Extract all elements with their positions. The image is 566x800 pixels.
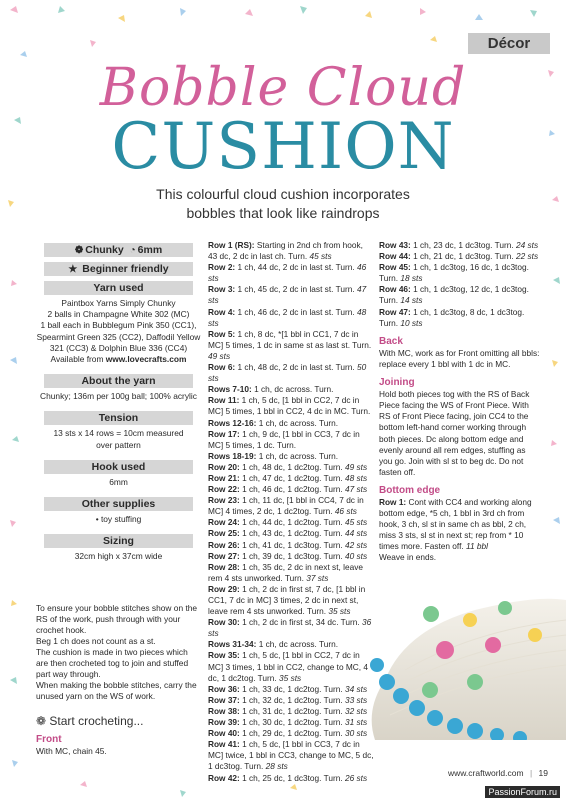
- row-count: 32 sts: [344, 705, 368, 716]
- pattern-row: [208, 451, 374, 462]
- row-count: 35 sts: [328, 606, 351, 617]
- pattern-row: [208, 484, 374, 495]
- pattern-row: [379, 307, 541, 329]
- row-label: Row 6:: [208, 362, 236, 373]
- pattern-row: [379, 240, 541, 251]
- row-label: Row 23:: [208, 495, 240, 506]
- row-text: 1 ch, 5 dc, [1 bbl in CC3, 7 dc in MC] twice, 1 bbl in CC3, change to MC, 5 dc, 1 dc3tog. Turn.: [208, 739, 374, 772]
- pattern-row: [208, 517, 374, 528]
- hook-used-text: 6mm: [109, 476, 128, 487]
- row-text: 1 ch, 5 dc, [1 bbl in CC2, 7 dc in MC] 5 times, 1 bbl in CC2, 4 dc in MC. Turn.: [208, 395, 371, 417]
- back-heading: Back: [379, 335, 403, 347]
- row-count: 48 sts: [344, 472, 368, 483]
- row-label: Row 1 (RS):: [208, 240, 255, 250]
- row-count: 42 sts: [344, 539, 368, 550]
- start-crocheting-heading: [36, 714, 143, 728]
- row-count: 45 sts: [309, 251, 332, 262]
- pattern-row: [208, 384, 374, 395]
- row-count: 18 sts: [400, 273, 423, 284]
- yarn-line: Paintbox Yarns Simply Chunky: [61, 298, 176, 308]
- footer-site[interactable]: www.craftworld.com: [447, 768, 524, 778]
- row-text: 1 ch, 2 dc in first st, 7 dc, [1 bbl in CC1, 7 dc in MC] 3 times, 2 dc in next st, leave rem 4 sts unworked. Turn.: [208, 583, 366, 617]
- row-label: Row 44:: [379, 251, 411, 262]
- other-supplies-text: • toy stuffing: [95, 514, 142, 525]
- pattern-row: [208, 695, 374, 706]
- pattern-row: [208, 540, 374, 551]
- yarn-line: 1 ball each in Bubblegum Pink 350 (CC1),: [40, 320, 197, 331]
- cushion-photo: [365, 590, 566, 740]
- pattern-row: [208, 717, 374, 728]
- row-count: 10 sts: [400, 317, 423, 328]
- watermark: PassionForum.ru: [485, 786, 560, 798]
- joining-text: Hold both pieces tog with the RS of Back Piece facing the WS of Front Piece. With RS of Front Piece facing, join CC4 to the bottom left-hand corner working through both pieces. Dc along bottom edge and evenly around all rem edges, stuffing as you go. Join with sl st to beg dc. Do not fasten off.: [379, 389, 530, 477]
- row-label: Row 40:: [208, 728, 240, 739]
- pattern-row: [208, 395, 374, 417]
- yarn-line: Spearmint Green 325 (CC2), Daffodil Yellow: [36, 331, 201, 342]
- row-text: 1 ch, 1 dc3tog, 16 dc, 1 dc3tog. Turn.: [379, 262, 529, 284]
- pattern-row: [208, 584, 374, 617]
- level-header: [44, 262, 193, 276]
- row-label: Row 30:: [208, 617, 240, 628]
- star-icon: ★: [68, 264, 78, 275]
- row-label: Row 22:: [208, 484, 240, 495]
- row-count: 40 sts: [344, 550, 368, 561]
- pattern-row: [208, 284, 374, 306]
- row-text: 1 ch, dc across. Turn.: [256, 417, 339, 428]
- yarn-ball-icon: ❁: [36, 714, 47, 728]
- row-count: 24 sts: [515, 240, 539, 250]
- title-script: Bobble Cloud: [99, 58, 467, 118]
- pattern-row: [208, 650, 374, 683]
- row-count: 47 sts: [344, 484, 368, 495]
- row-count: 11 bbl: [466, 541, 488, 552]
- pattern-row: [208, 329, 374, 362]
- skill-level: Beginner friendly: [82, 263, 169, 275]
- hook-icon: ◔: [129, 245, 136, 256]
- pattern-row: [208, 639, 374, 650]
- row-text: 1 ch, 8 dc, *[1 bbl in CC1, 7 dc in MC] 5 times, 1 dc in same st as last st. Turn.: [208, 328, 372, 350]
- row-label: Row 46:: [379, 284, 411, 295]
- row-count: 46 sts: [334, 506, 357, 517]
- row-label: Row 26:: [208, 539, 240, 550]
- pattern-row: [208, 462, 374, 473]
- row-text: 1 ch, 35 dc, 2 dc in next st, leave rem 4 sts unworked. Turn.: [208, 561, 363, 583]
- row-label: Row 3:: [208, 284, 236, 295]
- row-label: Row 39:: [208, 717, 240, 728]
- row-count: 31 sts: [344, 717, 368, 728]
- pattern-row: [208, 706, 374, 717]
- pattern-row: [379, 262, 541, 284]
- row-text: Cont with CC4 and working along bottom edge, *5 ch, 1 bbl in 3rd ch from hook, 3 ch, sl st in same ch as bbl, 2 ch, miss 3 sts, sl st in next st; rep from * 10 times more. Fasten off.: [379, 496, 532, 552]
- row-text: 1 ch, 11 dc, [1 bbl in CC4, 7 dc in MC] 4 times, 2 dc, 1 dc2tog. Turn.: [208, 495, 364, 517]
- pattern-row: [208, 262, 374, 284]
- row-label: Row 38:: [208, 705, 240, 716]
- row-count: 33 sts: [344, 694, 368, 705]
- row-count: 49 sts: [344, 461, 368, 472]
- pattern-row: [208, 551, 374, 562]
- row-text: 1 ch, 39 dc, 1 dc3tog. Turn.: [239, 550, 345, 561]
- pattern-row: [208, 240, 374, 262]
- row-text: 1 ch, dc across. Turn.: [256, 450, 339, 461]
- row-count: 50 sts: [208, 362, 367, 384]
- bottom-edge-row: [379, 497, 541, 552]
- weight-hook-header: [44, 243, 193, 257]
- pattern-row: [208, 562, 374, 584]
- pattern-row: [208, 473, 374, 484]
- row-count: 47 sts: [208, 284, 367, 306]
- note: The cushion is made in two pieces which are then crocheted tog to join and stuffed part way through.: [36, 647, 189, 679]
- tension-line: over pattern: [96, 439, 141, 450]
- tension-line: 13 sts x 14 rows = 10cm measured: [53, 428, 184, 439]
- yarn-used-header: Yarn used: [44, 281, 193, 295]
- hook-size: 6mm: [137, 244, 163, 256]
- note: To ensure your bobble stitches show on the RS of the work, push through with your crochet hook.: [36, 603, 198, 635]
- row-count: 26 sts: [344, 772, 368, 783]
- row-text: 1 ch, 32 dc, 1 dc2tog. Turn.: [239, 694, 345, 705]
- note: When making the bobble stitches, carry the unused yarn on the WS of work.: [36, 680, 197, 701]
- row-count: 34 sts: [344, 683, 368, 694]
- hook-used-header: Hook used: [44, 460, 193, 474]
- yarn-weight: Chunky: [85, 244, 124, 256]
- row-count: 30 sts: [344, 728, 368, 739]
- pattern-row: [208, 418, 374, 429]
- subtitle-line: bobbles that look like raindrops: [186, 205, 380, 221]
- row-label: Row 47:: [379, 306, 411, 317]
- start-crocheting-label: Start crocheting...: [49, 714, 144, 728]
- row-text: 1 ch, 9 dc, [1 bbl in CC3, 7 dc in MC] 5 times, 1 dc. Turn.: [208, 428, 360, 450]
- row-text: 1 ch, 44 dc, 1 dc2tog. Turn.: [239, 517, 345, 528]
- row-text: 1 ch, dc across. Turn.: [256, 639, 339, 650]
- row-text: 1 ch, 21 dc, 1 dc3tog. Turn.: [410, 251, 516, 262]
- yarn-line: 321 (CC3) & Dolphin Blue 336 (CC4): [49, 342, 188, 353]
- pattern-rows-list: [379, 240, 541, 329]
- row-label: Rows 18-19:: [208, 450, 257, 461]
- about-yarn-header: About the yarn: [44, 374, 193, 388]
- front-text: With MC, chain 45.: [36, 746, 107, 756]
- bottom-edge-heading: Bottom edge: [379, 484, 441, 496]
- row-label: Row 17:: [208, 428, 240, 439]
- row-text: 1 ch, 30 dc, 1 dc2tog. Turn.: [239, 717, 345, 728]
- sizing-text: 32cm high x 37cm wide: [74, 551, 163, 562]
- row-text: 1 ch, 2 dc in first st, 34 dc. Turn.: [239, 617, 363, 628]
- row-label: Row 1:: [379, 496, 407, 507]
- pattern-row: [379, 284, 541, 306]
- subtitle-line: This colourful cloud cushion incorporates: [156, 186, 410, 202]
- pattern-notes: [36, 603, 201, 702]
- row-label: Row 45:: [379, 262, 411, 273]
- row-count: 14 sts: [400, 295, 423, 306]
- front-heading: Front: [36, 734, 62, 745]
- pattern-row: [208, 429, 374, 451]
- row-label: Row 35:: [208, 650, 240, 661]
- row-text: 1 ch, 31 dc, 1 dc2tog. Turn.: [239, 705, 345, 716]
- row-text: 1 ch, 46 dc, 1 dc2tog. Turn.: [239, 484, 345, 495]
- back-text: With MC, work as for Front omitting all bbls: replace every 1 bbl with 1 dc in MC.: [379, 347, 540, 369]
- row-label: Row 37:: [208, 694, 240, 705]
- row-label: Rows 31-34:: [208, 639, 257, 650]
- materials-panel: [36, 238, 201, 562]
- row-label: Row 21:: [208, 472, 240, 483]
- about-yarn-text: Chunky; 136m per 100g ball; 100% acrylic: [40, 391, 197, 402]
- row-text: 1 ch, 33 dc, 1 dc2tog. Turn.: [239, 683, 345, 694]
- pattern-row: [208, 773, 374, 784]
- pattern-row: [208, 728, 374, 739]
- row-label: Rows 12-16:: [208, 417, 257, 428]
- pattern-row: [208, 528, 374, 539]
- weave-text: Weave in ends.: [379, 552, 437, 563]
- row-label: Row 20:: [208, 461, 240, 472]
- row-text: 1 ch, 48 dc, 1 dc2tog. Turn.: [239, 461, 345, 472]
- supplier-link[interactable]: www.lovecrafts.com: [105, 354, 187, 365]
- row-label: Row 42:: [208, 772, 240, 783]
- row-label: Row 4:: [208, 306, 236, 317]
- pattern-row: [208, 739, 374, 772]
- row-label: Row 41:: [208, 739, 240, 750]
- row-label: Row 5:: [208, 328, 236, 339]
- pattern-row: [208, 684, 374, 695]
- sizing-header: Sizing: [44, 534, 193, 548]
- availability: [36, 354, 201, 365]
- footer-separator: |: [529, 768, 533, 778]
- page-footer: [448, 768, 548, 778]
- pattern-row: [208, 307, 374, 329]
- row-text: 1 ch, 46 dc, 2 dc in last st. Turn.: [235, 306, 357, 317]
- subtitle: [80, 185, 486, 223]
- note: Beg 1 ch does not count as a st.: [36, 636, 156, 646]
- row-count: 35 sts: [279, 672, 302, 683]
- tension-header: Tension: [44, 411, 193, 425]
- row-count: 45 sts: [344, 517, 368, 528]
- row-text: 1 ch, 25 dc, 1 dc3tog. Turn.: [239, 772, 345, 783]
- row-label: Row 2:: [208, 262, 236, 273]
- row-text: 1 ch, 1 dc3tog, 8 dc, 1 dc3tog. Turn.: [379, 306, 525, 328]
- pattern-row: [208, 495, 374, 517]
- row-text: 1 ch, 1 dc3tog, 12 dc, 1 dc3tog. Turn.: [379, 284, 529, 306]
- pattern-row: [208, 362, 374, 384]
- row-text: 1 ch, 5 dc, [1 bbl in CC2, 7 dc in MC] 3 times, 1 bbl in CC2, change to MC, 4 dc, 1 dc2tog. Turn.: [208, 650, 369, 683]
- row-text: 1 ch, 43 dc, 1 dc2tog. Turn.: [239, 528, 345, 539]
- row-text: Starting in 2nd ch from hook, 43 dc, 2 dc in last ch. Turn.: [208, 240, 363, 262]
- row-label: Row 27:: [208, 550, 240, 561]
- yarn-line: 2 balls in Champagne White 302 (MC): [47, 309, 190, 320]
- row-count: 49 sts: [208, 350, 231, 361]
- page-title: CUSHION: [111, 110, 455, 184]
- row-count: 22 sts: [515, 251, 539, 262]
- section-tab: Décor: [468, 33, 550, 54]
- row-label: Row 25:: [208, 528, 240, 539]
- row-count: 48 sts: [208, 306, 367, 328]
- row-count: 44 sts: [344, 528, 368, 539]
- pattern-row: [208, 617, 374, 639]
- row-text: 1 ch, 29 dc, 1 dc2tog. Turn.: [239, 728, 345, 739]
- row-count: 46 sts: [208, 262, 367, 284]
- row-label: Rows 7-10:: [208, 384, 252, 395]
- row-text: 1 ch, 45 dc, 2 dc in last st. Turn.: [235, 284, 357, 295]
- available-prefix: Available from: [50, 354, 106, 365]
- row-text: 1 ch, 41 dc, 1 dc3tog. Turn.: [239, 539, 345, 550]
- row-text: 1 ch, 23 dc, 1 dc3tog. Turn.: [410, 240, 516, 250]
- row-label: Row 36:: [208, 683, 240, 694]
- row-count: 36 sts: [208, 617, 372, 639]
- row-text: 1 ch, dc across. Turn.: [251, 384, 334, 395]
- pattern-rows-column-1: [208, 240, 374, 784]
- row-text: 1 ch, 47 dc, 1 dc2tog. Turn.: [239, 472, 345, 483]
- yarn-ball-icon: ❁: [74, 245, 84, 256]
- row-label: Row 28:: [208, 561, 240, 572]
- pattern-rows-column-2: [379, 240, 541, 564]
- pattern-row: [379, 251, 541, 262]
- row-text: 1 ch, 48 dc, 2 dc in last st. Turn.: [235, 362, 357, 373]
- other-supplies-header: Other supplies: [44, 497, 193, 511]
- row-label: Row 29:: [208, 583, 240, 594]
- row-label: Row 43:: [379, 240, 411, 250]
- row-count: 37 sts: [306, 572, 329, 583]
- joining-heading: Joining: [379, 377, 415, 389]
- row-text: 1 ch, 44 dc, 2 dc in last st. Turn.: [235, 262, 357, 273]
- page-number: 19: [538, 768, 548, 778]
- row-label: Row 24:: [208, 517, 240, 528]
- row-count: 28 sts: [265, 761, 288, 772]
- row-label: Row 11:: [208, 395, 240, 406]
